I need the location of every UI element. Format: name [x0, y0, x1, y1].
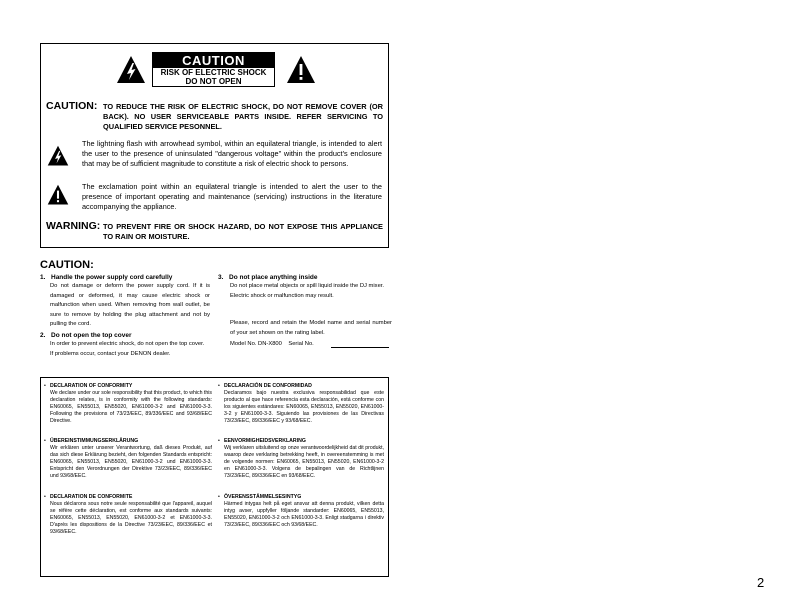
caution-label: CAUTION:	[46, 100, 98, 112]
declaration-fr	[44, 494, 212, 536]
caution-banner	[152, 52, 275, 87]
item2-body2: If problems occur, contact your DENON dealer.	[50, 350, 171, 357]
declaration-es-body: Declaramos bajo nuestra exclusiva responsabilidad que este producto al que hace referencia esta declaración, está conforme con los siguientes estándares: EN60065, EN55013, EN55020, EN61000-3-2 y EN61000-3-3. Siguiendo las provisiones de las Directivas 73/23/EEC, 89/336/EEC y 93/68/EEC.	[224, 390, 384, 424]
lightning-triangle-icon	[47, 145, 69, 167]
bullet-icon: •	[44, 383, 46, 389]
declaration-es	[218, 383, 384, 425]
item1-heading	[40, 273, 172, 282]
exclamation-triangle-icon	[47, 184, 69, 206]
page-number: 2	[757, 575, 765, 590]
declaration-fr-title: DECLARATION DE CONFORMITE	[50, 494, 133, 500]
serial-label: Serial No.	[288, 341, 314, 347]
item3-body3: Please, record and retain the Model name and serial number of your set shown on the rating label.	[230, 320, 392, 336]
item2-body: In order to prevent electric shock, do not open the top cover.	[50, 341, 205, 347]
banner-line1: RISK OF ELECTRIC SHOCK	[160, 68, 267, 77]
declaration-sv-body: Härmed intygas helt på eget ansvar att denna produkt, vilken detta intyg avser, uppfyller följande standarder: EN60065, EN55013, EN55020, EN61000-3-2 och EN61000-3-3. Enligt stadgarna i direktiv 73/23/EEC, 89/336/EEC och 93/68/EEC.	[224, 501, 384, 528]
model-serial-line	[230, 340, 314, 349]
item3-body: Do not place metal objects or spill liquid inside the DJ mixer.	[230, 283, 385, 289]
warning-text: TO PREVENT FIRE OR SHOCK HAZARD, DO NOT EXPOSE THIS APPLIANCE TO RAIN OR MOISTURE.	[103, 222, 383, 241]
bullet-icon: •	[44, 494, 46, 500]
declaration-sv-title: ÖVERENSSTÄMMELSESINTYG	[224, 494, 302, 500]
item3-number: 3.	[218, 274, 224, 281]
declaration-en-title: DECLARATION OF CONFORMITY	[50, 383, 133, 389]
declaration-de	[44, 438, 212, 480]
banner-line2: DO NOT OPEN	[185, 77, 242, 86]
declaration-nl-title: EENVORMIGHEIDSVERKLARING	[224, 438, 306, 444]
exclamation-triangle-icon	[286, 55, 316, 85]
declaration-nl-body: Wij verklaren uitsluitend op onze verantwoordelijkheid dat dit produkt, waarop deze verklaring betrekking heeft, in overeenstemming is met de volgende normen: EN60065, EN55013, EN55020, EN61000-3-2 en EN61000-3-3. Volgens de bepalingen van de Richtlijnen 73/23/EEC, 89/336/EEC en 93/68/EEC.	[224, 445, 384, 479]
declaration-de-body: Wir erklären unter unserer Verantwortung, daß dieses Produkt, auf das sich diese Erklärung bezieht, den folgenden Standards entspricht: EN60065, EN55013, EN55020, EN61000-3-2 und EN61000-3-3. Entspricht den Verordnungen der Direktive 73/23/EEC, 89/336/EEC und 93/68/EEC.	[50, 445, 212, 479]
bullet-icon: •	[218, 438, 220, 444]
item3-body2: Electric shock or malfunction may result.	[230, 292, 334, 299]
serial-blank-line	[331, 347, 389, 348]
item2-body-block	[50, 340, 210, 359]
declaration-es-title: DECLARACIÓN DE CONFORMIDAD	[224, 383, 312, 389]
item3-title: Do not place anything inside	[229, 274, 318, 281]
item3-body-block	[230, 282, 392, 301]
item2-heading	[40, 331, 132, 340]
exclamation-description: The exclamation point within an equilateral triangle is intended to alert the user to the presence of important operating and maintenance (servicing) instructions in the literature accompanying the appliance.	[82, 182, 382, 211]
item1-number: 1.	[40, 274, 46, 281]
bullet-icon: •	[44, 438, 46, 444]
item1-title: Handle the power supply cord carefully	[51, 274, 173, 281]
lightning-description: The lightning flash with arrowhead symbol, within an equilateral triangle, is intended to alert the user to the presence of uninsulated "dangerous voltage" within the product's enclosure that may be of sufficient magnitude to constitute a risk of electric shock to persons.	[82, 139, 382, 168]
declaration-en	[44, 383, 212, 425]
declaration-sv	[218, 494, 384, 529]
declaration-fr-body: Nous déclarons sous notre seule responsabilité que l'appareil, auquel se réfère cette déclaration, est conforme aux standards suivants: EN60065, EN55013, EN55020, EN61000-3-2 et EN61000-3-3. D'après les dispositions de la Directive 73/23/EEC, 89/336/EEC et 93/68/EEC.	[50, 501, 212, 535]
item1-body: Do not damage or deform the power supply cord. If it is damaged or deformed, it may cause electric shock or malfunction when used. When removing from wall outlet, be sure to remove by holding the plug attachment and not by pulling the cord.	[50, 283, 210, 327]
lightning-triangle-icon	[116, 55, 146, 85]
warning-label: WARNING:	[46, 220, 101, 232]
declaration-nl	[218, 438, 384, 480]
banner-title: CAUTION	[153, 53, 274, 68]
item3-heading	[218, 273, 317, 282]
declaration-de-title: ÜBEREINSTIMMUNGSERKLÄRUNG	[50, 438, 139, 444]
item2-number: 2.	[40, 332, 46, 339]
caution-section-title: CAUTION:	[40, 259, 94, 271]
bullet-icon: •	[218, 494, 220, 500]
bullet-icon: •	[218, 383, 220, 389]
model-label: Model No. DN-X800	[230, 341, 282, 347]
item2-title: Do not open the top cover	[51, 332, 132, 339]
declaration-en-body: We declare under our sole responsibility that this product, to which this declaration relates, is in conformity with the following standards: EN60065, EN55013, EN55020, EN61000-3-2 and EN61000-3-3. Following the provisions of 73/23/EEC, 89/336/EEC and 93/68/EEC Directive.	[50, 390, 212, 424]
caution-text: TO REDUCE THE RISK OF ELECTRIC SHOCK, DO NOT REMOVE COVER (OR BACK). NO USER SERVICEABLE PARTS INSIDE. REFER SERVICING TO QUALIFIED SERVICE PESONNEL.	[103, 102, 383, 131]
